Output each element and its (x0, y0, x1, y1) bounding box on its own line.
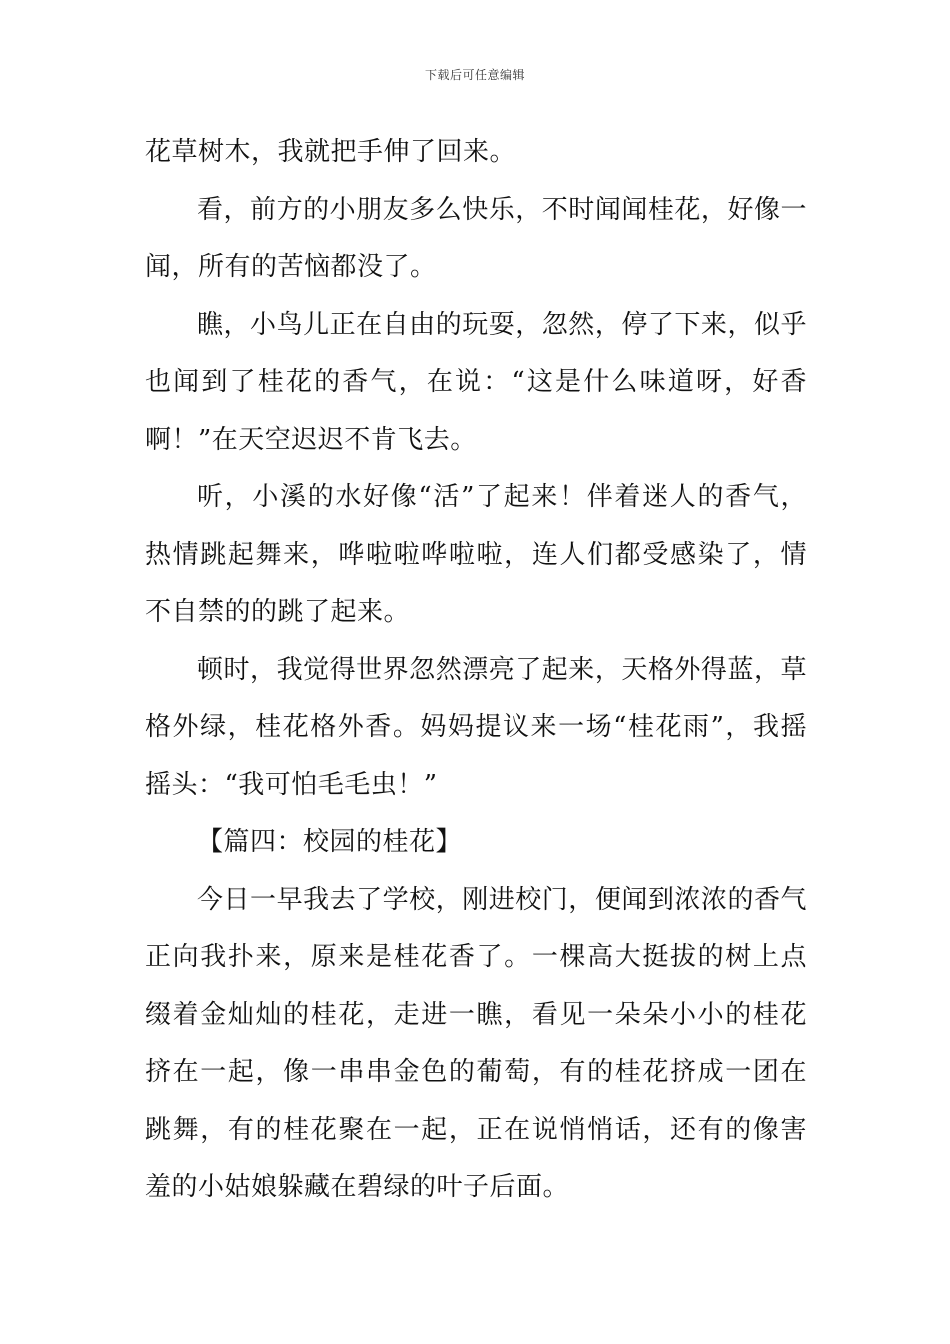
paragraph: 顿时，我觉得世界忽然漂亮了起来，天格外得蓝，草格外绿，桂花格外香。妈妈提议来一场“桂花雨”，我摇摇头：“我可怕毛毛虫！” (145, 654, 807, 800)
paragraph-continuation: 花草树木，我就把手伸了回来。 (145, 137, 517, 167)
paragraph: 今日一早我去了学校，刚进校门，便闻到浓浓的香气正向我扑来，原来是桂花香了。一棵高大挺拔的树上点缀着金灿灿的桂花，走进一瞧，看见一朵朵小小的桂花挤在一起，像一串串金色的葡萄，有的桂花挤成一团在跳舞，有的桂花聚在一起，正在说悄悄话，还有的像害羞的小姑娘躲藏在碧绿的叶子后面。 (145, 884, 807, 1202)
page-header-note: 下载后可任意编辑 (424, 68, 525, 82)
paragraph: 听，小溪的水好像“活”了起来！伴着迷人的香气，热情跳起舞来，哗啦啦哗啦啦，连人们都受感染了，情不自禁的的跳了起来。 (145, 482, 807, 627)
section-heading: 【篇四：校园的桂花】 (197, 827, 463, 857)
document-body (145, 124, 807, 1217)
paragraph: 看，前方的小朋友多么快乐，不时闻闻桂花，好像一闻，所有的苦恼都没了。 (145, 194, 807, 282)
paragraph: 瞧，小鸟儿正在自由的玩耍，忽然，停了下来，似乎也闻到了桂花的香气，在说：“这是什么味道呀，好香啊！”在天空迟迟不肯飞去。 (145, 309, 807, 455)
